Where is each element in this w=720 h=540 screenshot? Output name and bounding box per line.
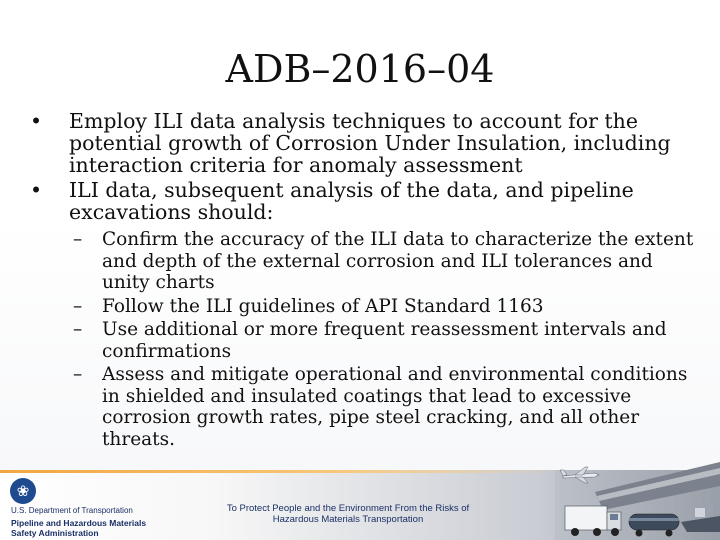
slide-body [30,110,700,452]
sub-bullet-item [30,229,700,294]
sub-bullet-item [30,319,700,362]
bullet-text: Employ ILI data analysis techniques to account for the potential growth of Corrosion Under Insulation, including interaction criteria for anomaly assessment [69,109,671,177]
bullet-text: ILI data, subsequent analysis of the data, and pipeline excavations should: [69,178,634,224]
dash-marker: – [73,229,83,250]
footer-tagline [212,503,484,525]
tagline-line1: To Protect People and the Environment From the Risks of [226,503,470,514]
transport-scene-image [555,452,720,540]
bullet-marker: • [30,109,43,133]
sub-bullet-text: Follow the ILI guidelines of API Standard 1163 [102,295,544,317]
dot-logo-icon: ❀ [10,478,36,504]
tagline-line2: Hazardous Materials Transportation [272,514,424,525]
slide-title: ADB–2016–04 [225,47,495,91]
agency-name-line1: Pipeline and Hazardous Materials [11,518,147,528]
dash-marker: – [73,364,83,385]
dash-marker: – [73,319,83,340]
bullet-item [30,179,700,223]
department-name: U.S. Department of Transportation [11,506,133,515]
dash-marker: – [73,295,83,317]
bullet-item [30,110,700,176]
sub-bullet-list [30,229,700,450]
footer-accent-band [0,470,560,473]
bullet-marker: • [30,178,43,202]
agency-name-line2: Safety Administration [11,528,99,538]
sub-bullet-text: Assess and mitigate operational and environmental conditions in shielded and insulated coatings that lead to excessive corrosion growth rates, pipe steel cracking, and all other threats. [102,364,688,450]
sub-bullet-text: Use additional or more frequent reassessment intervals and confirmations [102,319,667,362]
sub-bullet-text: Confirm the accuracy of the ILI data to characterize the extent and depth of the external corrosion and ILI tolerances and unity charts [102,229,694,293]
sub-bullet-item [30,364,700,450]
sub-bullet-item [30,296,700,318]
